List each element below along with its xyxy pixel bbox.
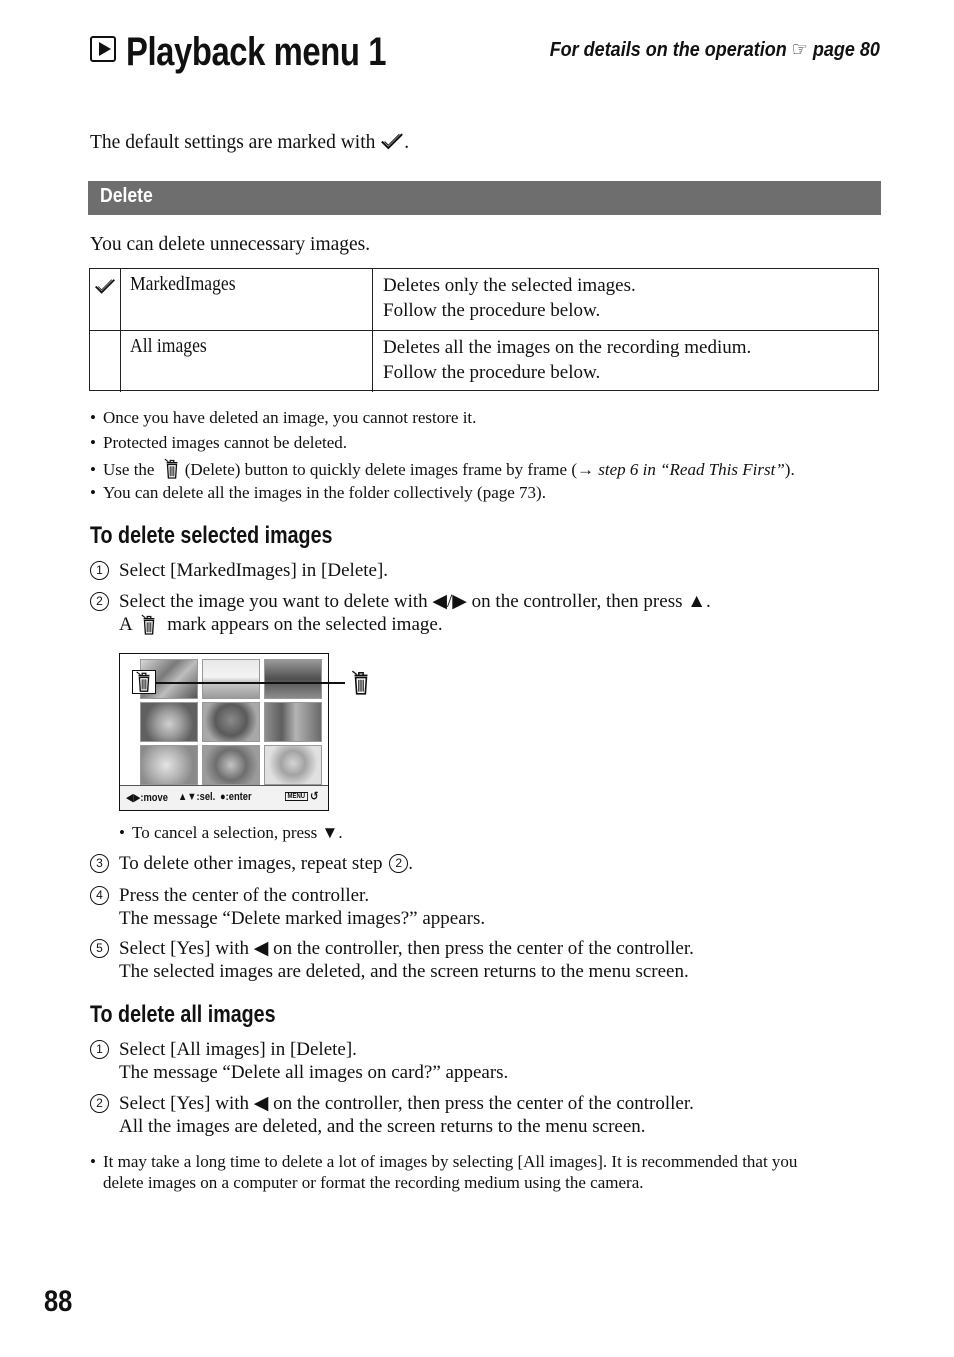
- option-name-cell: [120, 269, 373, 330]
- callout-line: [156, 682, 345, 684]
- step-text: The message “Delete all images on card?” appears.: [119, 1061, 509, 1083]
- intro-text: [90, 132, 409, 154]
- arrow-icon: →: [576, 460, 594, 479]
- step-text: A: [119, 613, 132, 635]
- note-text: ).: [784, 460, 795, 479]
- intro-suffix: .: [404, 132, 410, 153]
- option-name: All images: [130, 335, 207, 357]
- trash-icon: [350, 670, 372, 696]
- step-text: The selected images are deleted, and the screen returns to the menu screen.: [119, 960, 689, 982]
- step-reference-number: 2: [389, 854, 408, 873]
- step-number: 5: [90, 939, 109, 958]
- option-desc-cell: [373, 273, 636, 323]
- note-text: It may take a long time to delete a lot of images by selecting [All images]. It is recommended that you: [103, 1152, 798, 1171]
- step-text: Select [All images] in [Delete].: [119, 1039, 357, 1060]
- note-item: • You can delete all the images in the folder collectively (page 73).: [90, 483, 546, 502]
- ref-page-link[interactable]: page 80: [812, 39, 880, 61]
- note-text: Use the: [103, 460, 155, 479]
- delete-mark-frame: [132, 670, 156, 694]
- option-desc-line: Follow the procedure below.: [383, 300, 601, 321]
- note-text: Protected images cannot be deleted.: [103, 433, 348, 452]
- playback-icon: [90, 36, 116, 62]
- title-text: Playback menu 1: [126, 30, 387, 74]
- step-item: [90, 1093, 694, 1138]
- camera-screen-example: [119, 653, 329, 811]
- default-cell: [90, 331, 121, 392]
- thumbnail-image: [140, 745, 198, 785]
- trash-icon: [140, 614, 158, 636]
- options-table: [89, 268, 879, 391]
- step-text: The message “Delete marked images?” appears.: [119, 907, 486, 929]
- section-title: Delete: [100, 185, 153, 207]
- step-text: Select [Yes] with ◀ on the controller, then press the center of the controller.: [119, 938, 694, 959]
- option-name-cell: [120, 331, 373, 392]
- option-desc-cell: [373, 335, 751, 385]
- checkmark-icon: [380, 132, 404, 151]
- back-icon: ↺: [310, 789, 319, 803]
- step-text: Select the image you want to delete with ◀/▶ on the controller, then press ▲.: [119, 591, 711, 612]
- step-number: 4: [90, 886, 109, 905]
- ref-prefix: For details on the operation: [549, 39, 787, 61]
- default-cell: [90, 269, 121, 330]
- hint-enter: ●:enter: [220, 791, 252, 803]
- step-number: 1: [90, 561, 109, 580]
- step-text: All the images are deleted, and the screen returns to the menu screen.: [119, 1115, 646, 1137]
- thumbnail-image: [202, 659, 260, 699]
- step-text: Select [MarkedImages] in [Delete].: [119, 560, 389, 581]
- page-number: 88: [44, 1285, 73, 1318]
- step-text: Press the center of the controller.: [119, 885, 370, 906]
- step-text: Select [Yes] with ◀ on the controller, then press the center of the controller.: [119, 1093, 694, 1114]
- note-text: You can delete all the images in the folder collectively (page 73).: [103, 483, 546, 502]
- step-item: [90, 591, 711, 636]
- checkmark-icon: [94, 278, 116, 295]
- step-item: [90, 1039, 508, 1084]
- step-text: mark appears on the selected image.: [167, 613, 443, 635]
- option-row-markedimages: [90, 269, 878, 330]
- step-item: [90, 853, 413, 876]
- note-text: (Delete) button to quickly delete images frame by frame (: [184, 460, 577, 479]
- note-item: • Once you have deleted an image, you cannot restore it.: [90, 408, 477, 427]
- operation-reference: [513, 37, 880, 62]
- step-number: 3: [90, 854, 109, 873]
- thumbnail-image: [264, 659, 322, 699]
- note-reference: step 6 in “Read This First”: [598, 460, 785, 479]
- step-text: To delete other images, repeat step: [119, 853, 383, 874]
- thumbnail-image: [264, 702, 322, 742]
- thumbnail-image: [202, 702, 260, 742]
- intro-sentence: The default settings are marked with: [90, 132, 376, 153]
- note-text: delete images on a computer or format the recording medium using the camera.: [103, 1173, 644, 1192]
- screen-hint-bar: [120, 785, 328, 810]
- thumbnail-image: [202, 745, 260, 785]
- option-desc-line: Deletes all the images on the recording medium.: [383, 337, 752, 358]
- trash-icon: [134, 671, 154, 693]
- note-item: • It may take a long time to delete a lot of images by selecting [All images]. It is recommended that you delete images on a computer or format the recording medium using the camera.: [90, 1152, 798, 1192]
- subheading-delete-all: To delete all images: [90, 1001, 276, 1028]
- step-text: .: [408, 853, 414, 874]
- cancel-note: • To cancel a selection, press ▼.: [119, 823, 343, 842]
- step-number: 2: [90, 1094, 109, 1113]
- step-item: [90, 885, 485, 930]
- note-item: • Protected images cannot be deleted.: [90, 433, 348, 452]
- hint-select: ▲▼:sel.: [178, 791, 216, 803]
- pointing-hand-icon: ☞: [791, 39, 808, 61]
- option-row-all-images: [90, 330, 878, 392]
- section-description: You can delete unnecessary images.: [90, 234, 371, 255]
- section-header-delete: [88, 181, 881, 215]
- option-desc-line: Follow the procedure below.: [383, 362, 601, 383]
- note-text: To cancel a selection, press ▼.: [132, 823, 343, 842]
- option-desc-line: Deletes only the selected images.: [383, 275, 636, 296]
- subheading-delete-selected: To delete selected images: [90, 522, 333, 549]
- step-item: [90, 560, 388, 583]
- step-item: [90, 938, 694, 983]
- trash-icon: [163, 458, 181, 480]
- step-number: 2: [90, 592, 109, 611]
- thumbnail-image: [264, 745, 322, 785]
- step-number: 1: [90, 1040, 109, 1059]
- thumbnail-image: [140, 702, 198, 742]
- option-name: MarkedImages: [130, 273, 236, 295]
- hint-move: ◀▶:move: [126, 792, 168, 804]
- menu-button-label: MENU: [285, 792, 308, 801]
- note-text: Once you have deleted an image, you cannot restore it.: [103, 408, 477, 427]
- note-item: • Use the (Delete) button to quickly delete images frame by frame (→ step 6 in “Read This First”).: [90, 460, 795, 479]
- page-title: [90, 30, 443, 78]
